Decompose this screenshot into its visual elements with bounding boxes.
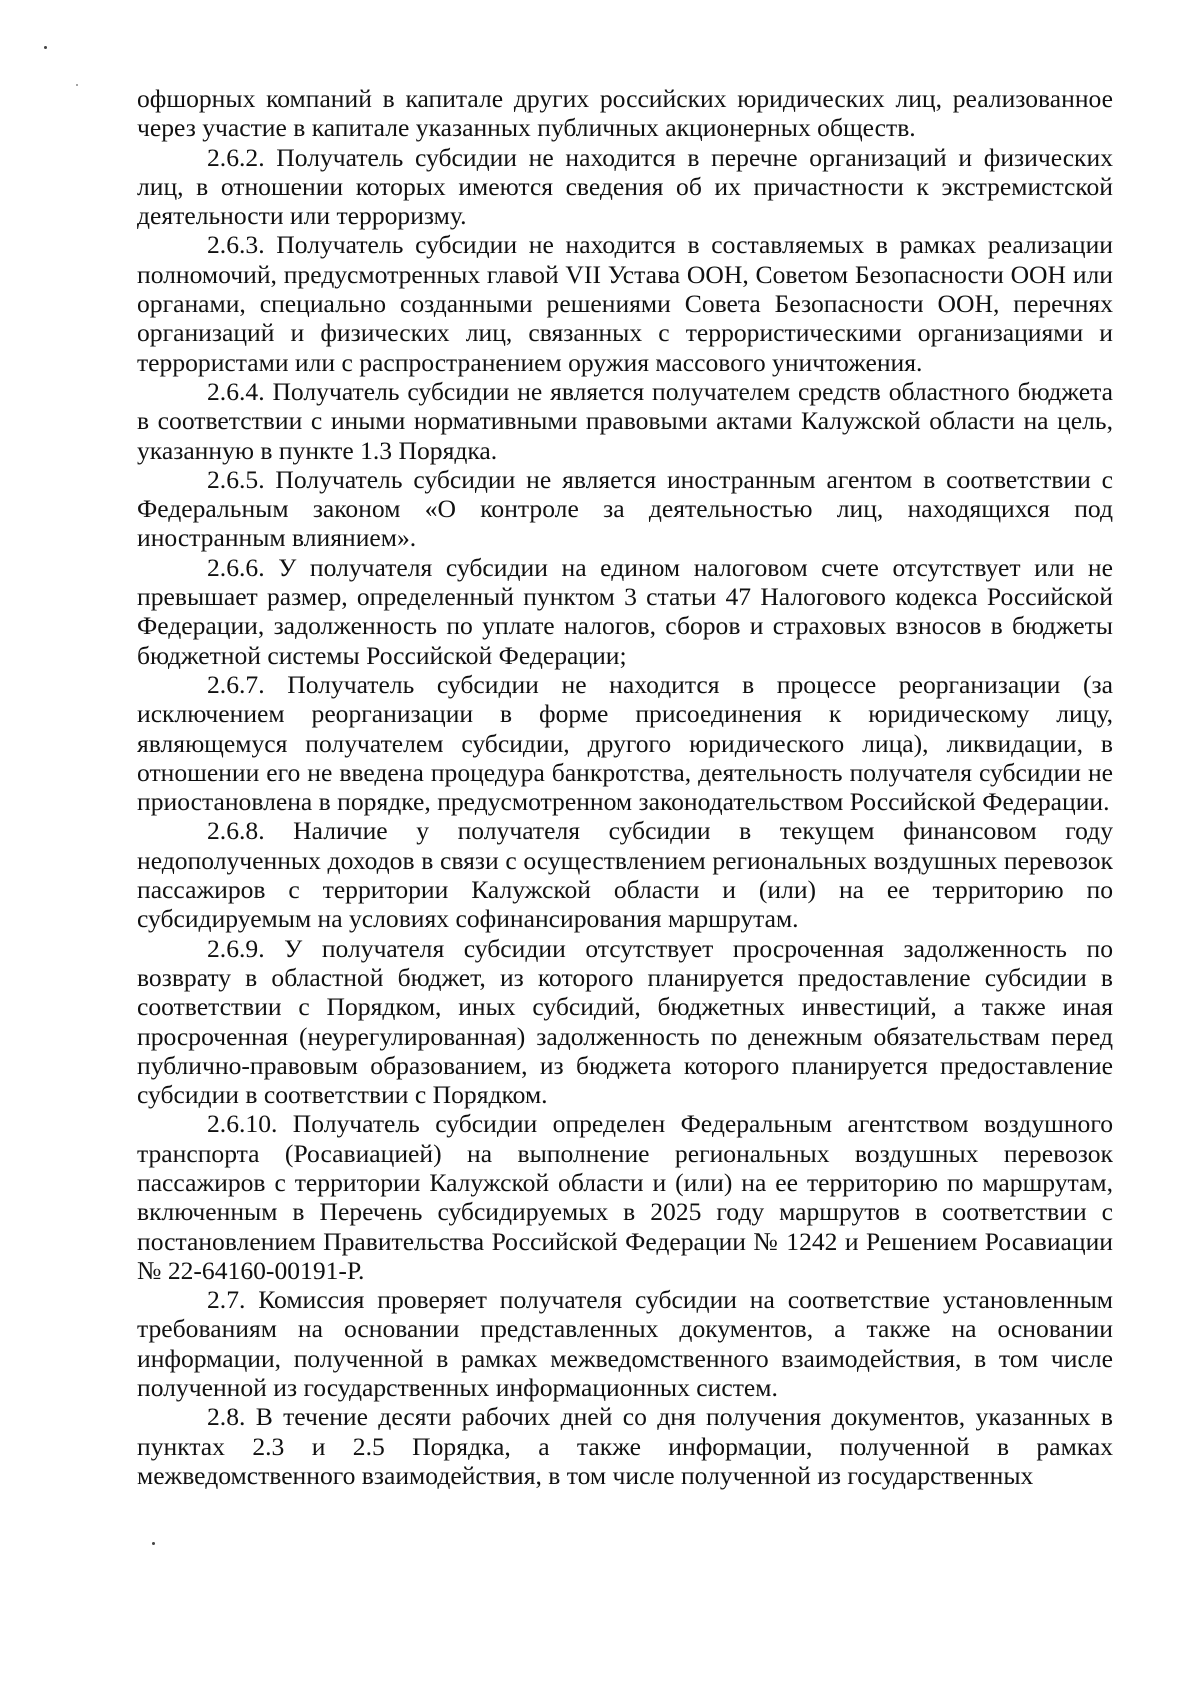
- document-body: [137, 84, 1113, 1490]
- paragraph-2-6-3: 2.6.3. Получатель субсидии не находится в составляемых в рамках реализации полномочий, предусмотренных главой VII Устава ООН, Советом Безопасности ООН или органами, специально созданными решениями Совета Безопасности ООН, перечнях организаций и физических лиц, связанных с террористическими организациями и террористами или с распространением оружия массового уничтожения.: [137, 230, 1113, 377]
- paragraph-2-6-9: 2.6.9. У получателя субсидии отсутствует просроченная задолженность по возврату в областной бюджет, из которого планируется предоставление субсидии в соответствии с Порядком, иных субсидий, бюджетных инвестиций, а также иная просроченная (неурегулированная) задолженность по денежным обязательствам перед публично-правовым образованием, из бюджета которого планируется предоставление субсидии в соответствии с Порядком.: [137, 933, 1113, 1110]
- paragraph-2-6-4: 2.6.4. Получатель субсидии не является получателем средств областного бюджета в соответствии с иными нормативными правовыми актами Калужской области на цель, указанную в пункте 1.3 Порядка.: [137, 376, 1113, 465]
- scan-speck: [152, 1542, 155, 1545]
- paragraph-2-6-10: 2.6.10. Получатель субсидии определен Федеральным агентством воздушного транспорта (Росавиацией) на выполнение региональных воздушных перевозок пассажиров с территории Калужской области и (или) на ее территорию по маршрутам, включенным в Перечень субсидируемых в 2025 году маршрутов в соответствии с постановлением Правительства Российской Федерации № 1242 и Решением Росавиации № 22-64160-00191-Р.: [137, 1109, 1113, 1285]
- paragraph-2-6-2: 2.6.2. Получатель субсидии не находится в перечне организаций и физических лиц, в отношении которых имеются сведения об их причастности к экстремистской деятельности или терроризму.: [137, 142, 1113, 231]
- scan-speck: [44, 46, 47, 49]
- paragraph-2-6-6: 2.6.6. У получателя субсидии на едином налоговом счете отсутствует или не превышает размер, определенный пунктом 3 статьи 47 Налогового кодекса Российской Федерации, задолженность по уплате налогов, сборов и страховых взносов в бюджеты бюджетной системы Российской Федерации;: [137, 552, 1113, 670]
- paragraph-2-6-5: 2.6.5. Получатель субсидии не является иностранным агентом в соответствии с Федеральным законом «О контроле за деятельностью лиц, находящихся под иностранным влиянием».: [137, 464, 1113, 553]
- paragraph-continuation: офшорных компаний в капитале других российских юридических лиц, реализованное через участие в капитале указанных публичных акционерных обществ.: [137, 84, 1113, 143]
- paragraph-2-7: 2.7. Комиссия проверяет получателя субсидии на соответствие установленным требованиям на основании представленных документов, а также на основании информации, полученной в рамках межведомственного взаимодействия, в том числе полученной из государственных информационных систем.: [137, 1285, 1113, 1403]
- paragraph-2-6-7: 2.6.7. Получатель субсидии не находится в процессе реорганизации (за исключением реорганизации в форме присоединения к юридическому лицу, являющемуся получателем субсидии, другого юридического лица), ликвидации, в отношении его не введена процедура банкротства, деятельность получателя субсидии не приостановлена в порядке, предусмотренном законодательством Российской Федерации.: [137, 669, 1113, 817]
- scan-speck: [76, 84, 78, 86]
- paragraph-2-6-8: 2.6.8. Наличие у получателя субсидии в текущем финансовом году недополученных доходов в связи с осуществлением региональных воздушных перевозок пассажиров с территории Калужской области и (или) на ее территорию по субсидируемым на условиях софинансирования маршрутам.: [137, 816, 1113, 934]
- paragraph-2-8: 2.8. В течение десяти рабочих дней со дня получения документов, указанных в пунктах 2.3 и 2.5 Порядка, а также информации, полученной в рамках межведомственного взаимодействия, в том числе полученной из государственных: [137, 1402, 1113, 1490]
